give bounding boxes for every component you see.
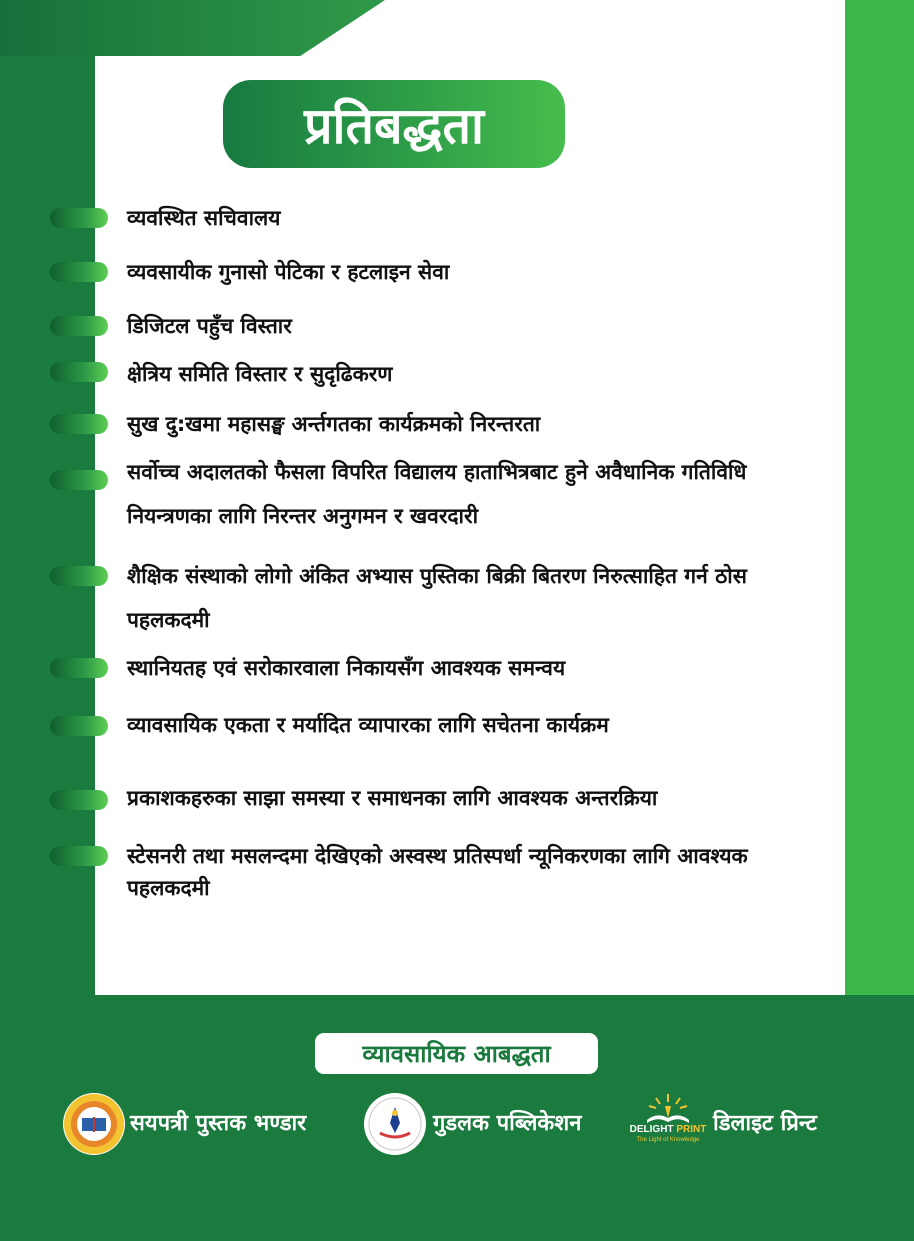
right-green-band: [845, 0, 914, 995]
page-title: [223, 80, 565, 168]
partner-name-delight: डिलाइट प्रिन्ट: [713, 1111, 817, 1136]
list-item: व्यावसायिक एकता र मर्यादित व्यापारका लागि सचेतना कार्यक्रम: [127, 713, 609, 737]
list-item: व्यवस्थित सचिवालय: [127, 206, 281, 230]
list-item: शैक्षिक संस्थाको लोगो अंकित अभ्यास पुस्तिका बिक्री बितरण निरुत्साहित गर्न ठोस पहलकदमी: [127, 564, 747, 632]
bullet-icon: [50, 316, 108, 336]
bullet-icon: [50, 566, 108, 586]
pen-emblem-icon: [364, 1093, 426, 1155]
partner-logo-saypatri: [63, 1093, 125, 1155]
list-item: प्रकाशकहरुका साझा समस्या र समाधनका लागि आवश्यक अन्तरक्रिया: [127, 786, 658, 810]
list-item: सर्वोच्च अदालतको फैसला विपरित विद्यालय हाताभित्रबाट हुने अवैधानिक गतिविधि नियन्त्रणका लागि निरन्तर अनुगमन र खवरदारी: [127, 460, 747, 528]
bullet-icon: [50, 658, 108, 678]
bullet-icon: [50, 262, 108, 282]
page-title-text: प्रतिबद्धता: [304, 97, 484, 155]
list-item: स्थानियतह एवं सरोकारवाला निकायसँग आवश्यक समन्वय: [127, 656, 566, 680]
list-item: क्षेत्रिय समिति विस्तार र सुदृढिकरण: [127, 362, 393, 386]
list-item: सुख दु:खमा महासङ्घ अर्न्तगतका कार्यक्रमको निरन्तरता: [127, 412, 541, 436]
partner-name-goodluck: गुडलक पब्लिकेशन: [433, 1111, 582, 1136]
delight-logo-text: DELIGHT PRINT: [629, 1124, 707, 1135]
list-item: स्टेसनरी तथा मसलन्दमा देखिएको अस्वस्थ प्रतिस्पर्धा न्यूनिकरणका लागि आवश्यक पहलकदमी: [127, 844, 748, 900]
partner-logo-delight: [627, 1090, 709, 1148]
delight-logo-tagline: The Light of Knowledge: [636, 1137, 700, 1143]
bullet-icon: [50, 790, 108, 810]
list-item: व्यवसायीक गुनासो पेटिका र हटलाइन सेवा: [127, 260, 450, 284]
bullet-icon: [50, 414, 108, 434]
bullet-icon: [50, 362, 108, 382]
sun-book-icon: [627, 1090, 709, 1126]
bullet-icon: [50, 716, 108, 736]
bullet-icon: [50, 846, 108, 866]
affiliation-badge: [315, 1033, 598, 1074]
list-item: डिजिटल पहुँच विस्तार: [127, 314, 292, 338]
book-emblem-icon: [63, 1093, 125, 1155]
partner-name-saypatri: सयपत्री पुस्तक भण्डार: [130, 1111, 307, 1136]
affiliation-badge-text: व्यावसायिक आबद्धता: [362, 1040, 551, 1068]
bullet-icon: [50, 208, 108, 228]
partner-logo-goodluck: [364, 1093, 426, 1155]
bullet-icon: [50, 470, 108, 490]
